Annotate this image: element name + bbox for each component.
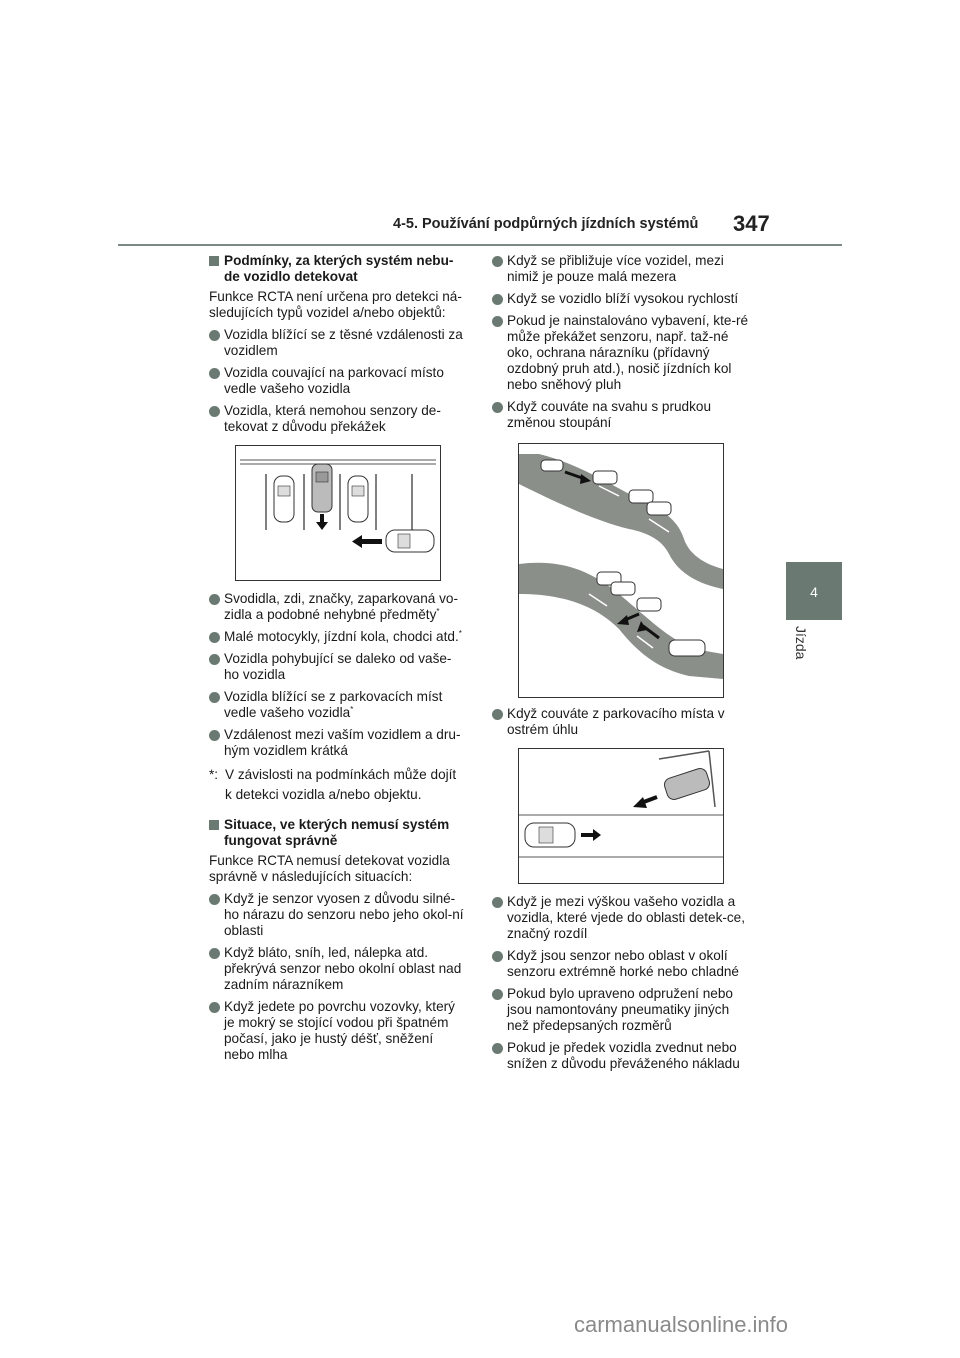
list-item: Když je mezi výškou vašeho vozidla a vozidla, které vjede do oblasti detek-ce, značný rozdíl bbox=[492, 894, 754, 942]
footnote-mark: * bbox=[436, 607, 440, 616]
page-number: 347 bbox=[733, 211, 770, 236]
bullet-dot-icon bbox=[209, 654, 220, 665]
list-item: Pokud je nainstalováno vybavení, kte-ré může překážet senzoru, např. taž-né oko, ochrana nárazníku (přídavný ozdobný pruh atd.), nosič jízdních kol nebo sněhový pluh bbox=[492, 313, 754, 393]
bullet-dot-icon bbox=[209, 692, 220, 703]
footnote-mark: * bbox=[458, 629, 462, 638]
bullet-dot-icon bbox=[492, 294, 503, 305]
bullet-dot-icon bbox=[492, 316, 503, 327]
footnote: *: V závislosti na podmínkách může dojít k detekci vozidla a/nebo objektu. bbox=[209, 767, 457, 802]
bullet-dot-icon bbox=[209, 730, 220, 741]
list-item: Vzdálenost mezi vaším vozidlem a dru-hým vozidlem krátká bbox=[209, 727, 466, 759]
list-item: Když bláto, sníh, led, nálepka atd. překrývá senzor nebo okolní oblast nad zadním nárazníkem bbox=[209, 945, 466, 993]
parking-lot-drawing bbox=[236, 446, 440, 580]
list-item: Když couváte na svahu s prudkou změnou stoupání bbox=[492, 399, 754, 431]
list-item: Vozidla couvající na parkovací místo vedle vašeho vozidla bbox=[209, 365, 466, 397]
footnote-mark: * bbox=[350, 705, 354, 714]
bullet-dot-icon bbox=[492, 989, 503, 1000]
list-item: Vozidla blížící se z těsné vzdálenosti za vozidlem bbox=[209, 327, 466, 359]
list-item: Když couváte z parkovacího místa v ostrém úhlu bbox=[492, 706, 754, 738]
chapter-tab-label: Jízda bbox=[793, 626, 809, 660]
bullet-dot-icon bbox=[209, 948, 220, 959]
chapter-title: 4-5. Používání podpůrných jízdních systémů bbox=[393, 216, 699, 232]
slope-roads-drawing bbox=[519, 444, 723, 697]
list-item: Vozidla, která nemohou senzory de-tekovat z důvodu překážek bbox=[209, 403, 466, 435]
list-item: Když jedete po povrchu vozovky, který je mokrý se stojící vodou při špatném počasí, jako je hustý déšť, sněžení nebo mlha bbox=[209, 999, 466, 1063]
list-item: Vozidla blížící se z parkovacích míst vedle vašeho vozidla* bbox=[209, 689, 466, 721]
chapter-tab[interactable] bbox=[786, 562, 842, 620]
left-column bbox=[209, 253, 466, 1069]
bullet-dot-icon bbox=[209, 368, 220, 379]
bullet-dot-icon bbox=[492, 709, 503, 720]
bullet-dot-icon bbox=[492, 402, 503, 413]
bullet-dot-icon bbox=[209, 594, 220, 605]
list-item: Svodidla, zdi, značky, zaparkovaná vo-zidla a podobné nehybné předměty* bbox=[209, 591, 466, 623]
list-item: Pokud bylo upraveno odpružení nebo jsou namontovány pneumatiky jiných než předepsaných rozměrů bbox=[492, 986, 754, 1034]
section-heading-detection-conditions: Podmínky, za kterých systém nebu-de vozidlo detekovat bbox=[209, 253, 466, 285]
list-item: Když se vozidlo blíží vysokou rychlostí bbox=[492, 291, 754, 307]
section-intro: Funkce RCTA není určena pro detekci ná-sledujících typů vozidel a/nebo objektů: bbox=[209, 289, 462, 320]
parking-lot-illustration bbox=[235, 445, 441, 581]
bullet-dot-icon bbox=[209, 632, 220, 643]
bullet-dot-icon bbox=[209, 1002, 220, 1013]
sharp-angle-parking-illustration bbox=[518, 748, 724, 884]
angled-parking-drawing bbox=[519, 749, 723, 883]
watermark: carmanualsonline.info bbox=[574, 1312, 789, 1337]
header-divider bbox=[118, 244, 842, 246]
right-column bbox=[492, 253, 754, 1078]
footnote-marker: *: bbox=[209, 767, 219, 782]
list-item: Když jsou senzor nebo oblast v okolí senzoru extrémně horké nebo chladné bbox=[492, 948, 754, 980]
section-heading-malfunction-situations: Situace, ve kterých nemusí systém fungovat správně bbox=[209, 817, 466, 849]
bullet-dot-icon bbox=[209, 330, 220, 341]
list-item: Vozidla pohybující se daleko od vaše-ho vozidla bbox=[209, 651, 466, 683]
bullet-dot-icon bbox=[209, 406, 220, 417]
list-item: Malé motocykly, jízdní kola, chodci atd.* bbox=[209, 629, 466, 645]
bullet-dot-icon bbox=[492, 256, 503, 267]
bullet-dot-icon bbox=[492, 1043, 503, 1054]
slope-illustration bbox=[518, 443, 724, 698]
square-bullet-icon bbox=[209, 256, 219, 266]
list-item: Když je senzor vyosen z důvodu silné-ho nárazu do senzoru nebo jeho okol-ní oblasti bbox=[209, 891, 466, 939]
bullet-dot-icon bbox=[492, 897, 503, 908]
list-item: Pokud je předek vozidla zvednut nebo snížen z důvodu převáženého nákladu bbox=[492, 1040, 754, 1072]
section-intro: Funkce RCTA nemusí detekovat vozidla správně v následujících situacích: bbox=[209, 853, 450, 884]
chapter-tab-number: 4 bbox=[810, 584, 818, 600]
bullet-dot-icon bbox=[209, 894, 220, 905]
list-item: Když se přibližuje více vozidel, mezi nimiž je pouze malá mezera bbox=[492, 253, 754, 285]
bullet-dot-icon bbox=[492, 951, 503, 962]
square-bullet-icon bbox=[209, 820, 219, 830]
